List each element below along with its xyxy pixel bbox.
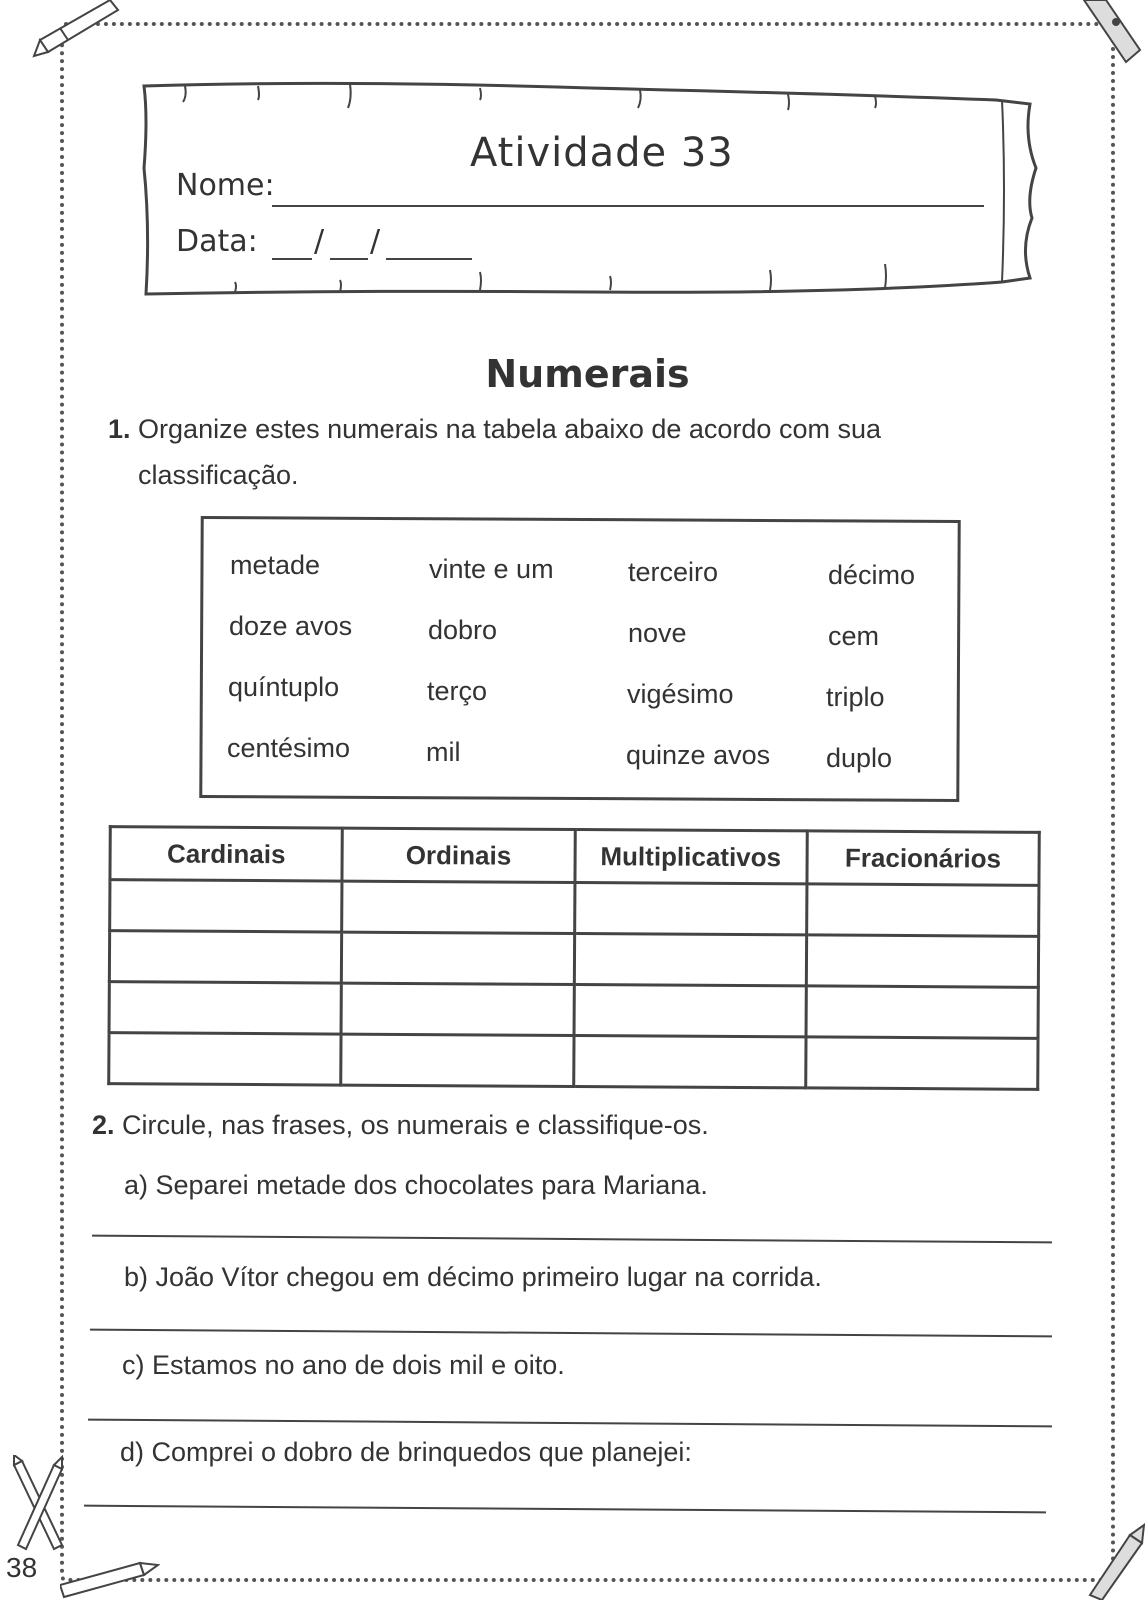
date-day-field[interactable] <box>272 258 312 260</box>
answer-cell[interactable] <box>574 984 807 1036</box>
word-item: vigésimo <box>627 679 734 709</box>
answer-cell[interactable] <box>109 982 342 1034</box>
question-1-line-2: classificação. <box>138 460 299 490</box>
sentence-c: c) Estamos no ano de dois mil e oito. <box>122 1350 565 1380</box>
answer-cell[interactable] <box>341 1034 574 1086</box>
word-item: centésimo <box>227 733 351 763</box>
question-number: 2. <box>92 1110 115 1140</box>
answer-cell[interactable] <box>806 986 1039 1038</box>
word-item: duplo <box>826 743 893 773</box>
word-item: décimo <box>828 560 916 590</box>
answer-cell[interactable] <box>574 883 807 935</box>
word-item: nove <box>628 618 687 648</box>
word-item: terço <box>427 676 488 706</box>
answer-cell[interactable] <box>806 884 1039 936</box>
question-2 <box>92 1110 709 1141</box>
answer-cell[interactable] <box>805 1037 1038 1089</box>
question-text: Circule, nas frases, os numerais e classifique-os. <box>122 1110 709 1140</box>
word-item: vinte e um <box>429 554 554 584</box>
column-header-ordinais: Ordinais <box>342 828 575 882</box>
date-label: Data: <box>176 224 258 259</box>
answer-cell[interactable] <box>342 881 575 933</box>
table-row <box>110 880 1039 937</box>
date-separator: / <box>370 224 381 259</box>
section-title: Numerais <box>485 352 690 396</box>
sentence-d: d) Comprei o dobro de brinquedos que planejei: <box>120 1437 692 1467</box>
table-row <box>109 982 1038 1039</box>
pencil-icon <box>60 1555 160 1600</box>
answer-cell[interactable] <box>806 935 1039 987</box>
column-header-fracionarios: Fracionários <box>807 831 1040 885</box>
pencil-icon <box>1070 1515 1145 1600</box>
page-number: 38 <box>6 1552 38 1583</box>
table-row <box>109 931 1038 988</box>
word-item: terceiro <box>628 557 719 587</box>
sentence-a: a) Separei metade dos chocolates para Mariana. <box>124 1170 708 1200</box>
classification-table <box>107 825 1041 1091</box>
answer-cell[interactable] <box>342 932 575 984</box>
date-separator: / <box>314 224 325 259</box>
question-1-line-1 <box>108 414 881 445</box>
answer-cell[interactable] <box>109 931 342 983</box>
table-header-row <box>110 827 1039 886</box>
answer-cell[interactable] <box>110 880 343 932</box>
answer-cell[interactable] <box>573 1035 806 1087</box>
date-year-field[interactable] <box>386 258 472 260</box>
answer-cell[interactable] <box>109 1033 342 1085</box>
word-item: quinze avos <box>626 740 771 770</box>
word-item: mil <box>426 737 461 767</box>
name-field[interactable] <box>272 205 984 207</box>
word-item: dobro <box>428 615 498 645</box>
header-scroll-frame <box>140 78 1040 308</box>
word-item: cem <box>828 621 880 651</box>
word-item: doze avos <box>229 611 353 641</box>
answer-cell[interactable] <box>574 934 807 986</box>
word-item: quíntuplo <box>228 672 340 702</box>
sentence-b: b) João Vítor chegou em décimo primeiro lugar na corrida. <box>124 1262 822 1292</box>
pencil-icon <box>1076 0 1145 70</box>
activity-title: Atividade 33 <box>470 130 734 176</box>
column-header-cardinais: Cardinais <box>110 827 343 881</box>
table-row <box>109 1033 1038 1090</box>
name-label: Nome: <box>176 168 275 203</box>
column-header-multiplicativos: Multiplicativos <box>574 830 807 884</box>
pencils-crossed-icon <box>4 1455 74 1555</box>
question-number: 1. <box>108 414 131 444</box>
answer-cell[interactable] <box>341 983 574 1035</box>
pencil-icon <box>30 0 130 60</box>
question-text: Organize estes numerais na tabela abaixo de acordo com sua <box>138 414 881 444</box>
word-item: metade <box>230 550 321 580</box>
word-item: triplo <box>826 682 885 712</box>
date-month-field[interactable] <box>330 258 368 260</box>
